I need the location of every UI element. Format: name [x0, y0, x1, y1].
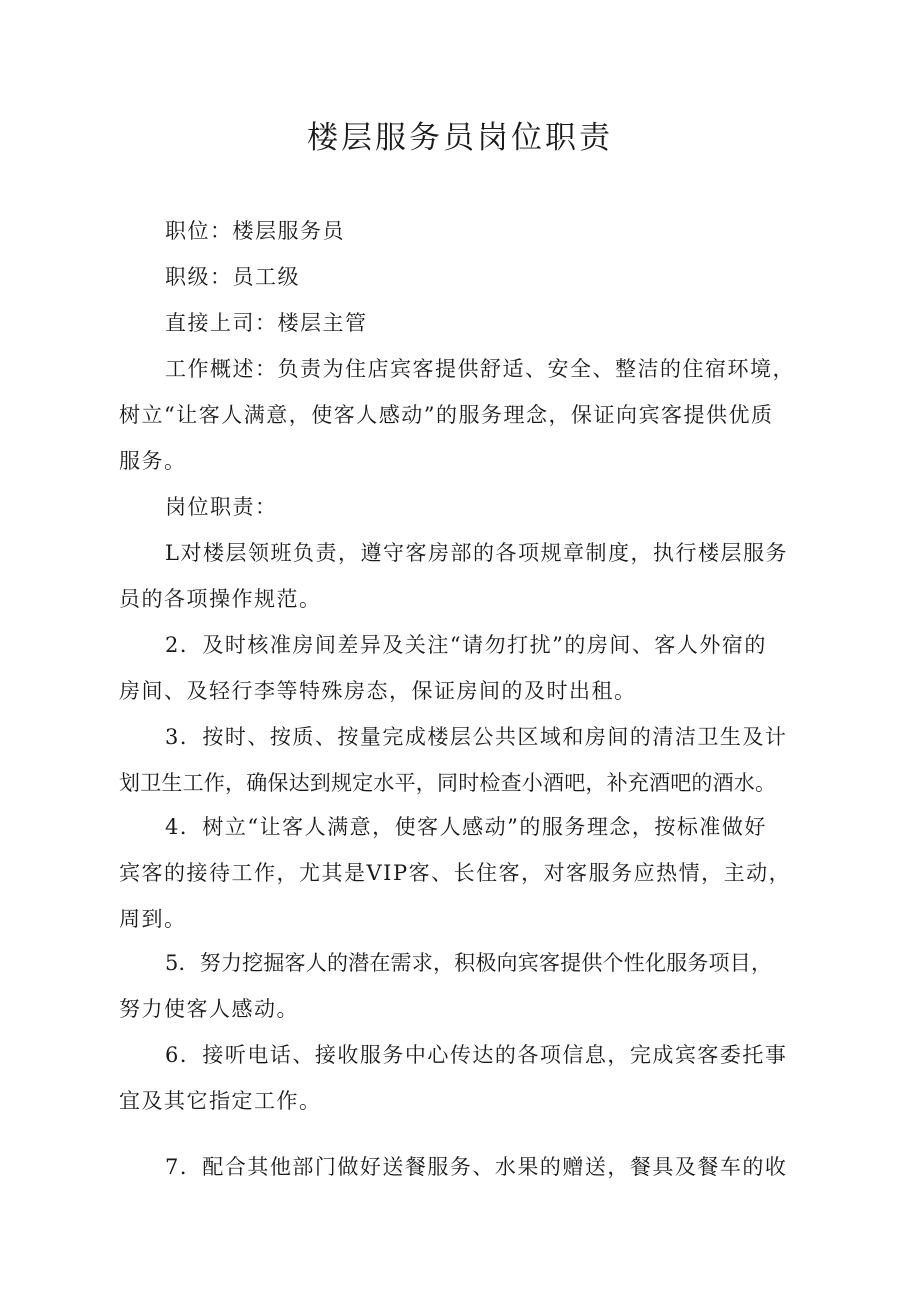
duty-line: 宾客的接待工作，尤其是VIP客、长住客，对客服务应热情，主动， [119, 861, 792, 885]
overview-line: 工作概述：负责为住店宾客提供舒适、安全、整洁的住宿环境， [165, 357, 795, 381]
duty-line: 员的各项操作规范。 [119, 587, 322, 611]
duty-line: 7．配合其他部门做好送餐服务、水果的赠送，餐具及餐车的收 [165, 1155, 788, 1179]
duty-line: 6．接听电话、接收服务中心传达的各项信息，完成宾客委托事 [165, 1043, 788, 1067]
duty-line: 房间、及轻行李等特殊房态，保证房间的及时出租。 [119, 679, 637, 703]
duty-line: 划卫生工作，确保达到规定水平，同时检查小酒吧，补充酒吧的酒水。 [119, 771, 777, 795]
info-level: 职级：员工级 [165, 265, 300, 289]
duty-line: 5．努力挖掘客人的潜在需求，积极向宾客提供个性化服务项目， [165, 951, 773, 975]
duty-line: 努力使客人感动。 [119, 997, 299, 1021]
info-position: 职位：楼层服务员 [165, 219, 345, 243]
duty-line: 宜及其它指定工作。 [119, 1089, 322, 1113]
overview-line: 树立“让客人满意，使客人感动”的服务理念，保证向宾客提供优质 [119, 403, 774, 427]
duty-line: 4．树立“让客人满意，使客人感动”的服务理念，按标准做好 [165, 815, 767, 839]
duty-line: L对楼层领班负责，遵守客房部的各项规章制度，执行楼层服务 [165, 541, 788, 565]
duty-line: 3．按时、按质、按量完成楼层公共区域和房间的清洁卫生及计 [165, 725, 788, 749]
duty-line: 周到。 [119, 907, 187, 931]
duty-line: 2．及时核准房间差异及关注“请勿打扰”的房间、客人外宿的 [165, 633, 767, 657]
info-supervisor: 直接上司：楼层主管 [165, 311, 368, 335]
duties-heading: 岗位职责： [165, 495, 278, 519]
document-title: 楼层服务员岗位职责 [307, 120, 613, 156]
overview-line: 服务。 [119, 449, 187, 473]
